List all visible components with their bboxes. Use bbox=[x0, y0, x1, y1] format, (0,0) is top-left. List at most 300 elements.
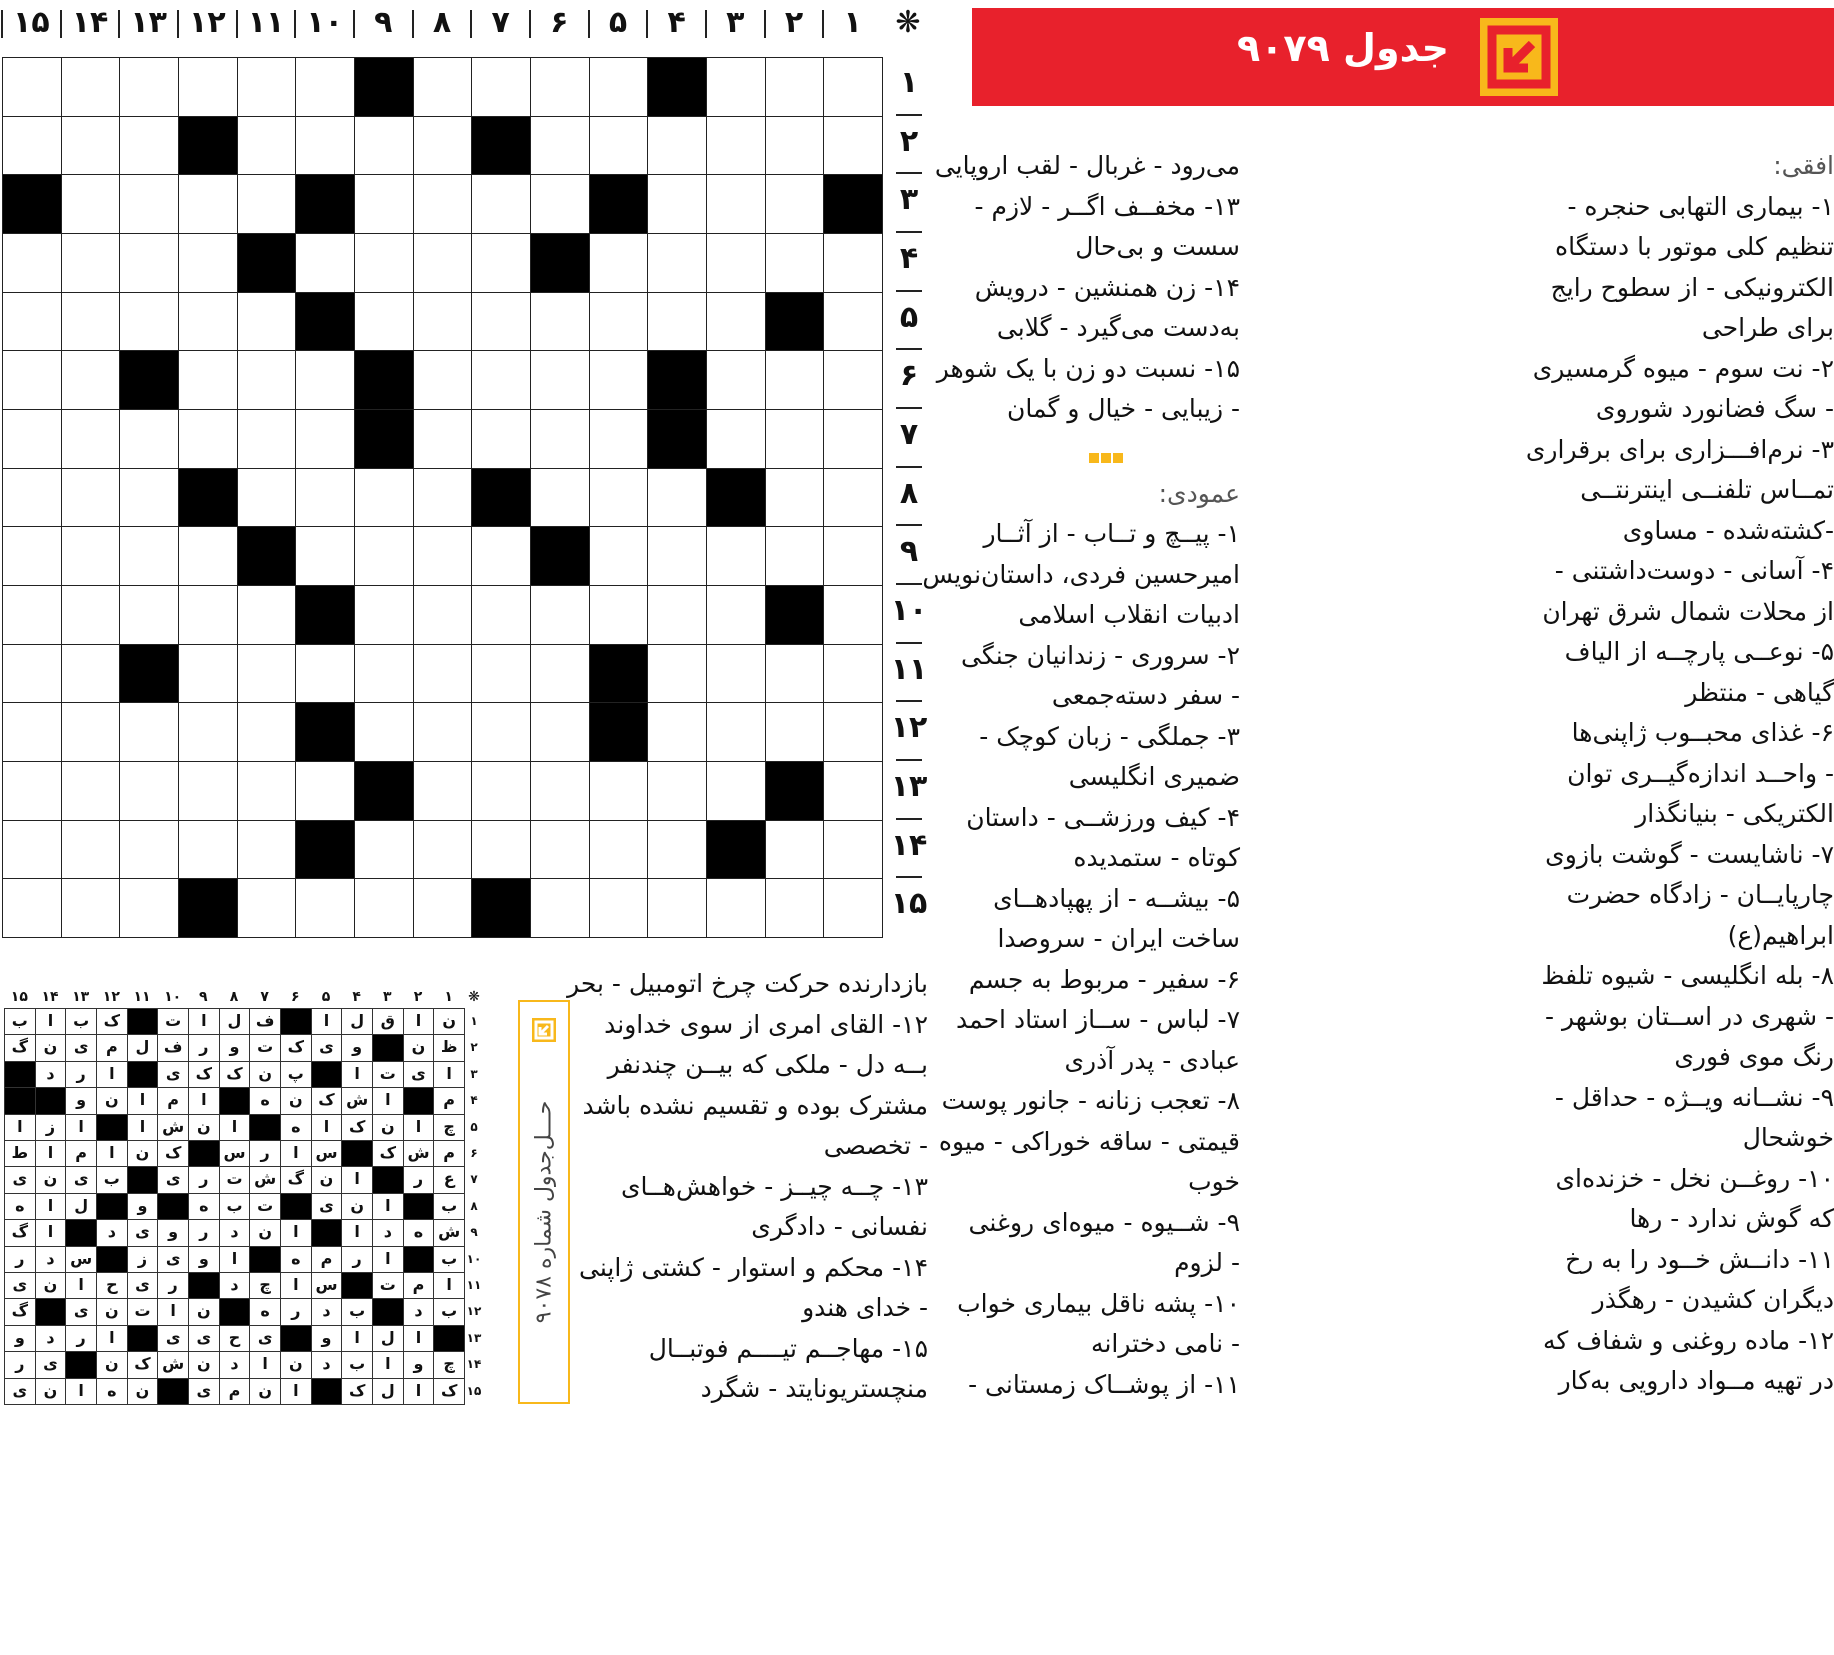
grid-cell bbox=[2, 761, 62, 821]
solution-block bbox=[96, 1246, 128, 1273]
solution-cell: و bbox=[219, 1034, 251, 1061]
solution-block bbox=[188, 1272, 220, 1299]
solution-block bbox=[403, 1193, 435, 1220]
solution-cell: و bbox=[341, 1034, 373, 1061]
grid-cell bbox=[589, 878, 649, 938]
clue-line: ۳- جملگی - زبان کوچک - bbox=[979, 721, 1240, 751]
grid-cell bbox=[823, 644, 883, 704]
solution-column-number: ۸ bbox=[229, 989, 239, 1005]
solution-cell: ن bbox=[96, 1298, 128, 1325]
solution-block bbox=[96, 1114, 128, 1141]
solution-cell: ی bbox=[4, 1378, 36, 1405]
solution-block bbox=[311, 1061, 343, 1088]
grid-cell bbox=[530, 292, 590, 352]
grid-cell bbox=[471, 761, 531, 821]
grid-cell bbox=[647, 644, 707, 704]
grid-cell bbox=[471, 526, 531, 586]
grid-cell bbox=[61, 468, 121, 528]
clue-line: ۷- ناشایست - گوشت بازوی bbox=[1545, 839, 1834, 869]
solution-cell: د bbox=[311, 1298, 343, 1325]
solution-column-number: ۱۴ bbox=[41, 989, 59, 1005]
solution-block bbox=[249, 1246, 281, 1273]
grid-cell bbox=[647, 702, 707, 762]
solution-row-number: ۱۱ bbox=[466, 1278, 482, 1292]
clue-line: ۱۰- روغــن نخل - خزنده‌ای bbox=[1555, 1163, 1834, 1193]
grid-block bbox=[295, 292, 355, 352]
clue-line: - سفر دسته‌جمعی bbox=[1051, 681, 1240, 710]
solution-block bbox=[96, 1193, 128, 1220]
clue-line: ۲- سروری - زندانیان جنگی bbox=[961, 640, 1240, 670]
grid-cell bbox=[119, 233, 179, 293]
solution-cell: ل bbox=[65, 1193, 97, 1220]
row-number: ۴ bbox=[899, 241, 919, 276]
solution-cell: ا bbox=[433, 1272, 465, 1299]
solution-cell: و bbox=[127, 1193, 159, 1220]
row-number: ۶ bbox=[899, 358, 919, 394]
solution-cell: ی bbox=[157, 1325, 189, 1352]
clue-line: ۵- بیشــه - از پهپادهــای bbox=[993, 883, 1240, 913]
grid-cell bbox=[823, 761, 883, 821]
grid-cell bbox=[647, 233, 707, 293]
solution-cell: ک bbox=[311, 1087, 343, 1114]
solution-cell: ه bbox=[188, 1193, 220, 1220]
clue-line: تمــاس تلفنــی اینترنتــی bbox=[1580, 475, 1834, 504]
clue-line: ۱۳- چــه چیــز - خواهش‌هــای bbox=[620, 1171, 928, 1201]
grid-cell bbox=[2, 526, 62, 586]
solution-block bbox=[65, 1219, 97, 1246]
row-separator bbox=[896, 876, 922, 878]
solution-cell: ا bbox=[65, 1272, 97, 1299]
grid-cell bbox=[354, 878, 414, 938]
grid-cell bbox=[354, 233, 414, 293]
solution-cell: ا bbox=[188, 1087, 220, 1114]
solution-row-number: ۲ bbox=[470, 1040, 478, 1055]
grid-cell bbox=[706, 57, 766, 117]
grid-cell bbox=[823, 350, 883, 410]
column-number: ۱ bbox=[843, 5, 862, 40]
grid-cell bbox=[471, 174, 531, 234]
solution-block bbox=[280, 1008, 312, 1035]
solution-cell: ر bbox=[65, 1061, 97, 1088]
solution-cell: ب bbox=[96, 1166, 128, 1193]
solution-row-number: ۳ bbox=[470, 1066, 478, 1081]
clue-line: ۱۱- دانــش خــود را به رخ bbox=[1565, 1244, 1834, 1274]
horizontal-clues bbox=[1300, 146, 1834, 1402]
solution-cell: ا bbox=[372, 1246, 404, 1273]
solution-cell: ا bbox=[127, 1114, 159, 1141]
solution-cell: ا bbox=[403, 1114, 435, 1141]
clue-line: تنظیم کلی موتور با دستگاه bbox=[1555, 232, 1834, 261]
grid-cell bbox=[706, 585, 766, 645]
grid-cell bbox=[178, 233, 238, 293]
grid-block bbox=[765, 761, 825, 821]
column-number: ۵ bbox=[608, 5, 628, 40]
solution-cell: ر bbox=[280, 1298, 312, 1325]
solution-cell: ی bbox=[188, 1325, 220, 1352]
clue-line: ۴- کیف ورزشــی - داستان bbox=[966, 802, 1240, 832]
grid-cell bbox=[295, 116, 355, 176]
column-number: ۴ bbox=[667, 5, 686, 40]
grid-cell bbox=[765, 57, 825, 117]
grid-cell bbox=[295, 233, 355, 293]
horizontal-heading: افقی: bbox=[1773, 151, 1834, 180]
solution-cell: ا bbox=[341, 1061, 373, 1088]
solution-cell: ا bbox=[219, 1246, 251, 1273]
solution-cell: ل bbox=[372, 1378, 404, 1405]
row-number: ۱۱ bbox=[890, 651, 928, 687]
grid-cell bbox=[61, 57, 121, 117]
grid-cell bbox=[706, 644, 766, 704]
solution-cell: ت bbox=[372, 1061, 404, 1088]
grid-cell bbox=[2, 57, 62, 117]
grid-cell bbox=[471, 820, 531, 880]
solution-row-numbers bbox=[464, 1008, 484, 1404]
grid-cell bbox=[354, 468, 414, 528]
grid-block bbox=[295, 820, 355, 880]
solution-cell: ب bbox=[341, 1351, 373, 1378]
page-title: جدول ۹۰۷۹ bbox=[1237, 26, 1449, 70]
grid-cell bbox=[706, 761, 766, 821]
grid-cell bbox=[295, 409, 355, 469]
section-divider bbox=[1088, 448, 1124, 467]
grid-block bbox=[119, 644, 179, 704]
grid-cell bbox=[237, 409, 297, 469]
solution-cell: ک bbox=[372, 1140, 404, 1167]
solution-cell: گ bbox=[4, 1034, 36, 1061]
grid-cell bbox=[589, 233, 649, 293]
grid-cell bbox=[413, 292, 473, 352]
solution-block bbox=[403, 1087, 435, 1114]
row-number: ۱ bbox=[899, 65, 919, 100]
solution-cell: ا bbox=[35, 1193, 67, 1220]
solution-cell: ل bbox=[219, 1008, 251, 1035]
clue-line: به‌دست می‌گیرد - گلابی bbox=[996, 313, 1240, 342]
grid-cell bbox=[589, 350, 649, 410]
solution-cell: ط bbox=[4, 1140, 36, 1167]
grid-cell bbox=[765, 174, 825, 234]
solution-row-number: ۱۵ bbox=[466, 1383, 482, 1398]
grid-block bbox=[295, 585, 355, 645]
solution-column-numbers bbox=[0, 986, 482, 1008]
grid-cell bbox=[354, 585, 414, 645]
clue-line: ۱۲- ماده روغنی و شفاف که bbox=[1543, 1325, 1834, 1355]
grid-cell bbox=[765, 468, 825, 528]
grid-cell bbox=[706, 702, 766, 762]
solution-cell: ی bbox=[65, 1166, 97, 1193]
solution-cell: ن bbox=[372, 1114, 404, 1141]
solution-block bbox=[219, 1087, 251, 1114]
grid-cell bbox=[237, 585, 297, 645]
clue-line: ۱- بیماری التهابی حنجره - bbox=[1567, 191, 1834, 221]
row-separator bbox=[896, 524, 922, 526]
grid-cell bbox=[471, 57, 531, 117]
solution-cell: چ bbox=[249, 1272, 281, 1299]
grid-cell bbox=[2, 350, 62, 410]
solution-cell: م bbox=[403, 1272, 435, 1299]
grid-cell bbox=[530, 350, 590, 410]
solution-cell: ا bbox=[249, 1351, 281, 1378]
grid-cell bbox=[823, 526, 883, 586]
clue-line: ساخت ایران - سروصدا bbox=[997, 924, 1240, 953]
grid-cell bbox=[413, 878, 473, 938]
column-separator bbox=[177, 10, 179, 38]
solution-cell: م bbox=[65, 1140, 97, 1167]
solution-cell: س bbox=[65, 1246, 97, 1273]
grid-cell bbox=[413, 526, 473, 586]
grid-cell bbox=[2, 585, 62, 645]
grid-cell bbox=[354, 644, 414, 704]
grid-cell bbox=[647, 585, 707, 645]
grid-cell bbox=[119, 409, 179, 469]
grid-cell bbox=[530, 702, 590, 762]
grid-cell bbox=[471, 644, 531, 704]
solution-cell: ب bbox=[433, 1298, 465, 1325]
solution-cell: م bbox=[311, 1246, 343, 1273]
clue-line: ۱۴- محکم و استوار - کشتی ژاپنی bbox=[579, 1252, 928, 1282]
solution-row-number: ۱۰ bbox=[466, 1251, 482, 1266]
solution-cell: و bbox=[188, 1246, 220, 1273]
solution-column-number: ۹ bbox=[199, 989, 208, 1005]
solution-cell: ر bbox=[65, 1325, 97, 1352]
clue-line: ۹- نشــانه ویــژه - حداقل - bbox=[1554, 1082, 1834, 1112]
solution-cell: د bbox=[403, 1298, 435, 1325]
grid-cell bbox=[119, 468, 179, 528]
grid-cell bbox=[2, 233, 62, 293]
solution-cell: ا bbox=[372, 1087, 404, 1114]
puzzle-header bbox=[972, 8, 1834, 106]
grid-cell bbox=[354, 702, 414, 762]
clue-line: ۴- آسانی - دوست‌داشتنی - bbox=[1554, 556, 1834, 585]
solution-cell: ش bbox=[403, 1140, 435, 1167]
solution-cell: ن bbox=[188, 1298, 220, 1325]
solution-cell: ی bbox=[157, 1246, 189, 1273]
grid-cell bbox=[765, 526, 825, 586]
solution-cell: ل bbox=[341, 1008, 373, 1035]
solution-block bbox=[219, 1298, 251, 1325]
solution-cell: ن bbox=[35, 1272, 67, 1299]
solution-column-number: ۴ bbox=[352, 989, 361, 1005]
solution-cell: ب bbox=[433, 1246, 465, 1273]
grid-cell bbox=[765, 820, 825, 880]
solution-cell: م bbox=[433, 1087, 465, 1114]
row-number: ۹ bbox=[899, 534, 919, 570]
grid-cell bbox=[61, 585, 121, 645]
solution-cell: ه bbox=[249, 1087, 281, 1114]
solution-row-number: ۶ bbox=[470, 1146, 478, 1160]
solution-block bbox=[372, 1034, 404, 1061]
grid-cell bbox=[2, 409, 62, 469]
grid-cell bbox=[178, 57, 238, 117]
solution-column-number: ۱ bbox=[444, 989, 453, 1005]
grid-cell bbox=[61, 233, 121, 293]
clue-line: برای طراحی bbox=[1701, 313, 1834, 342]
clue-column-middle bbox=[922, 146, 1240, 1405]
clue-line: - تخصصی bbox=[823, 1131, 928, 1160]
solution-column-number: ۱۵ bbox=[10, 989, 28, 1005]
solution-column-number: ۵ bbox=[321, 989, 331, 1005]
clue-line: چارپایــان - زادگاه حضرت bbox=[1566, 880, 1834, 909]
solution-cell: ا bbox=[188, 1008, 220, 1035]
grid-cell bbox=[647, 468, 707, 528]
grid-cell bbox=[237, 468, 297, 528]
solution-cell: د bbox=[96, 1219, 128, 1246]
grid-block bbox=[237, 526, 297, 586]
solution-cell: و bbox=[65, 1087, 97, 1114]
clue-line: ۱۱- از پوشــاک زمستانی - bbox=[968, 1369, 1240, 1399]
clue-line: بــه دل - ملکی که بیــن چندنفر bbox=[607, 1050, 928, 1079]
clue-line: خوشحال bbox=[1742, 1123, 1834, 1152]
solution-cell: ح bbox=[96, 1272, 128, 1299]
solution-cell: ن bbox=[127, 1140, 159, 1167]
column-number: ۷ bbox=[491, 5, 510, 40]
solution-cell: ر bbox=[188, 1034, 220, 1061]
grid-cell bbox=[119, 878, 179, 938]
solution-block bbox=[433, 1325, 465, 1352]
grid-block bbox=[647, 57, 707, 117]
grid-cell bbox=[589, 585, 649, 645]
grid-cell bbox=[706, 409, 766, 469]
grid-cell bbox=[178, 585, 238, 645]
solution-cell: ا bbox=[403, 1008, 435, 1035]
grid-block bbox=[354, 761, 414, 821]
grid-cell bbox=[2, 702, 62, 762]
grid-cell bbox=[589, 526, 649, 586]
row-separator bbox=[896, 759, 922, 761]
solution-row-number: ۱ bbox=[470, 1014, 478, 1028]
grid-cell bbox=[413, 233, 473, 293]
solution-cell: د bbox=[35, 1061, 67, 1088]
column-number: ۱۰ bbox=[306, 5, 343, 40]
solution-column-number: ۱۱ bbox=[133, 989, 151, 1005]
grid-cell bbox=[2, 820, 62, 880]
solution-block bbox=[65, 1351, 97, 1378]
grid-cell bbox=[119, 526, 179, 586]
solution-cell: ک bbox=[219, 1061, 251, 1088]
solution-cell: ن bbox=[249, 1378, 281, 1405]
clue-line: ۸- بله انگلیسی - شیوه تلفظ bbox=[1541, 961, 1834, 990]
grid-cell bbox=[354, 174, 414, 234]
solution-row-number: ۱۳ bbox=[466, 1330, 482, 1345]
grid-cell bbox=[706, 116, 766, 176]
grid-cell bbox=[765, 409, 825, 469]
row-number: ۱۵ bbox=[890, 886, 928, 922]
corner-arrow-logo-small bbox=[532, 1018, 556, 1042]
row-number: ۱۴ bbox=[890, 827, 928, 863]
solution-cell: ن bbox=[280, 1351, 312, 1378]
column-separator bbox=[822, 10, 824, 38]
solution-block bbox=[157, 1378, 189, 1405]
row-number-bar bbox=[884, 57, 934, 937]
grid-cell bbox=[237, 820, 297, 880]
row-number: ۲ bbox=[899, 123, 919, 159]
grid-block bbox=[295, 702, 355, 762]
solution-cell: ه bbox=[249, 1298, 281, 1325]
grid-cell bbox=[706, 233, 766, 293]
solution-cell: گ bbox=[280, 1166, 312, 1193]
grid-cell bbox=[823, 702, 883, 762]
solution-cell: ا bbox=[341, 1219, 373, 1246]
solution-cell: ا bbox=[311, 1114, 343, 1141]
clue-line: گیاهی - منتظر bbox=[1685, 677, 1834, 707]
solution-cell: ل bbox=[127, 1034, 159, 1061]
grid-block bbox=[647, 409, 707, 469]
solution-row-number: ۱۴ bbox=[466, 1357, 482, 1372]
solution-cell: ا bbox=[280, 1378, 312, 1405]
solution-column-number: ۷ bbox=[260, 989, 269, 1005]
solution-block bbox=[280, 1325, 312, 1352]
grid-cell bbox=[2, 878, 62, 938]
grid-cell bbox=[119, 761, 179, 821]
solution-cell: ر bbox=[4, 1351, 36, 1378]
solution-cell: ا bbox=[311, 1008, 343, 1035]
grid-cell bbox=[823, 820, 883, 880]
solution-title: حـــل‌جدول شماره ۹۰۷۸ bbox=[531, 1100, 557, 1324]
solution-cell: ف bbox=[249, 1008, 281, 1035]
column-separator bbox=[294, 10, 296, 38]
solution-cell: ش bbox=[341, 1087, 373, 1114]
solution-cell: د bbox=[219, 1351, 251, 1378]
solution-cell: ن bbox=[341, 1193, 373, 1220]
column-separator bbox=[353, 10, 355, 38]
column-number: ❋ bbox=[895, 5, 921, 40]
column-separator bbox=[470, 10, 472, 38]
grid-block bbox=[589, 702, 649, 762]
solution-cell: ت bbox=[372, 1272, 404, 1299]
grid-cell bbox=[61, 702, 121, 762]
grid-cell bbox=[61, 116, 121, 176]
grid-cell bbox=[295, 57, 355, 117]
column-number: ۱۴ bbox=[71, 5, 109, 40]
grid-cell bbox=[765, 233, 825, 293]
column-number-bar bbox=[0, 0, 934, 46]
solution-cell: و bbox=[157, 1219, 189, 1246]
grid-cell bbox=[413, 116, 473, 176]
clue-line: رنگ موی فوری bbox=[1674, 1042, 1834, 1071]
row-separator bbox=[896, 466, 922, 468]
solution-block bbox=[311, 1378, 343, 1405]
grid-block bbox=[2, 174, 62, 234]
solution-cell: س bbox=[219, 1140, 251, 1167]
grid-cell bbox=[178, 761, 238, 821]
solution-cell: ی bbox=[311, 1034, 343, 1061]
grid-block bbox=[530, 233, 590, 293]
grid-cell bbox=[413, 585, 473, 645]
solution-cell: ر bbox=[188, 1166, 220, 1193]
grid-cell bbox=[471, 350, 531, 410]
solution-cell: ی bbox=[35, 1351, 67, 1378]
grid-cell bbox=[647, 116, 707, 176]
grid-cell bbox=[647, 878, 707, 938]
clue-line: منچستریونایتد - شگرد bbox=[700, 1374, 928, 1403]
grid-cell bbox=[237, 644, 297, 704]
solution-cell: ر bbox=[403, 1166, 435, 1193]
grid-cell bbox=[295, 350, 355, 410]
grid-cell bbox=[61, 409, 121, 469]
solution-cell: ت bbox=[219, 1166, 251, 1193]
solution-cell: ن bbox=[280, 1087, 312, 1114]
grid-cell bbox=[706, 878, 766, 938]
clue-line: - سگ فضانورد شوروی bbox=[1595, 394, 1834, 423]
grid-cell bbox=[354, 526, 414, 586]
solution-cell: ن bbox=[403, 1034, 435, 1061]
solution-cell: ن bbox=[188, 1114, 220, 1141]
clue-line: که گوش ندارد - رها bbox=[1629, 1204, 1834, 1233]
grid-cell bbox=[295, 761, 355, 821]
grid-cell bbox=[647, 174, 707, 234]
row-number: ۱۰ bbox=[890, 593, 928, 628]
grid-cell bbox=[61, 644, 121, 704]
solution-block bbox=[127, 1166, 159, 1193]
